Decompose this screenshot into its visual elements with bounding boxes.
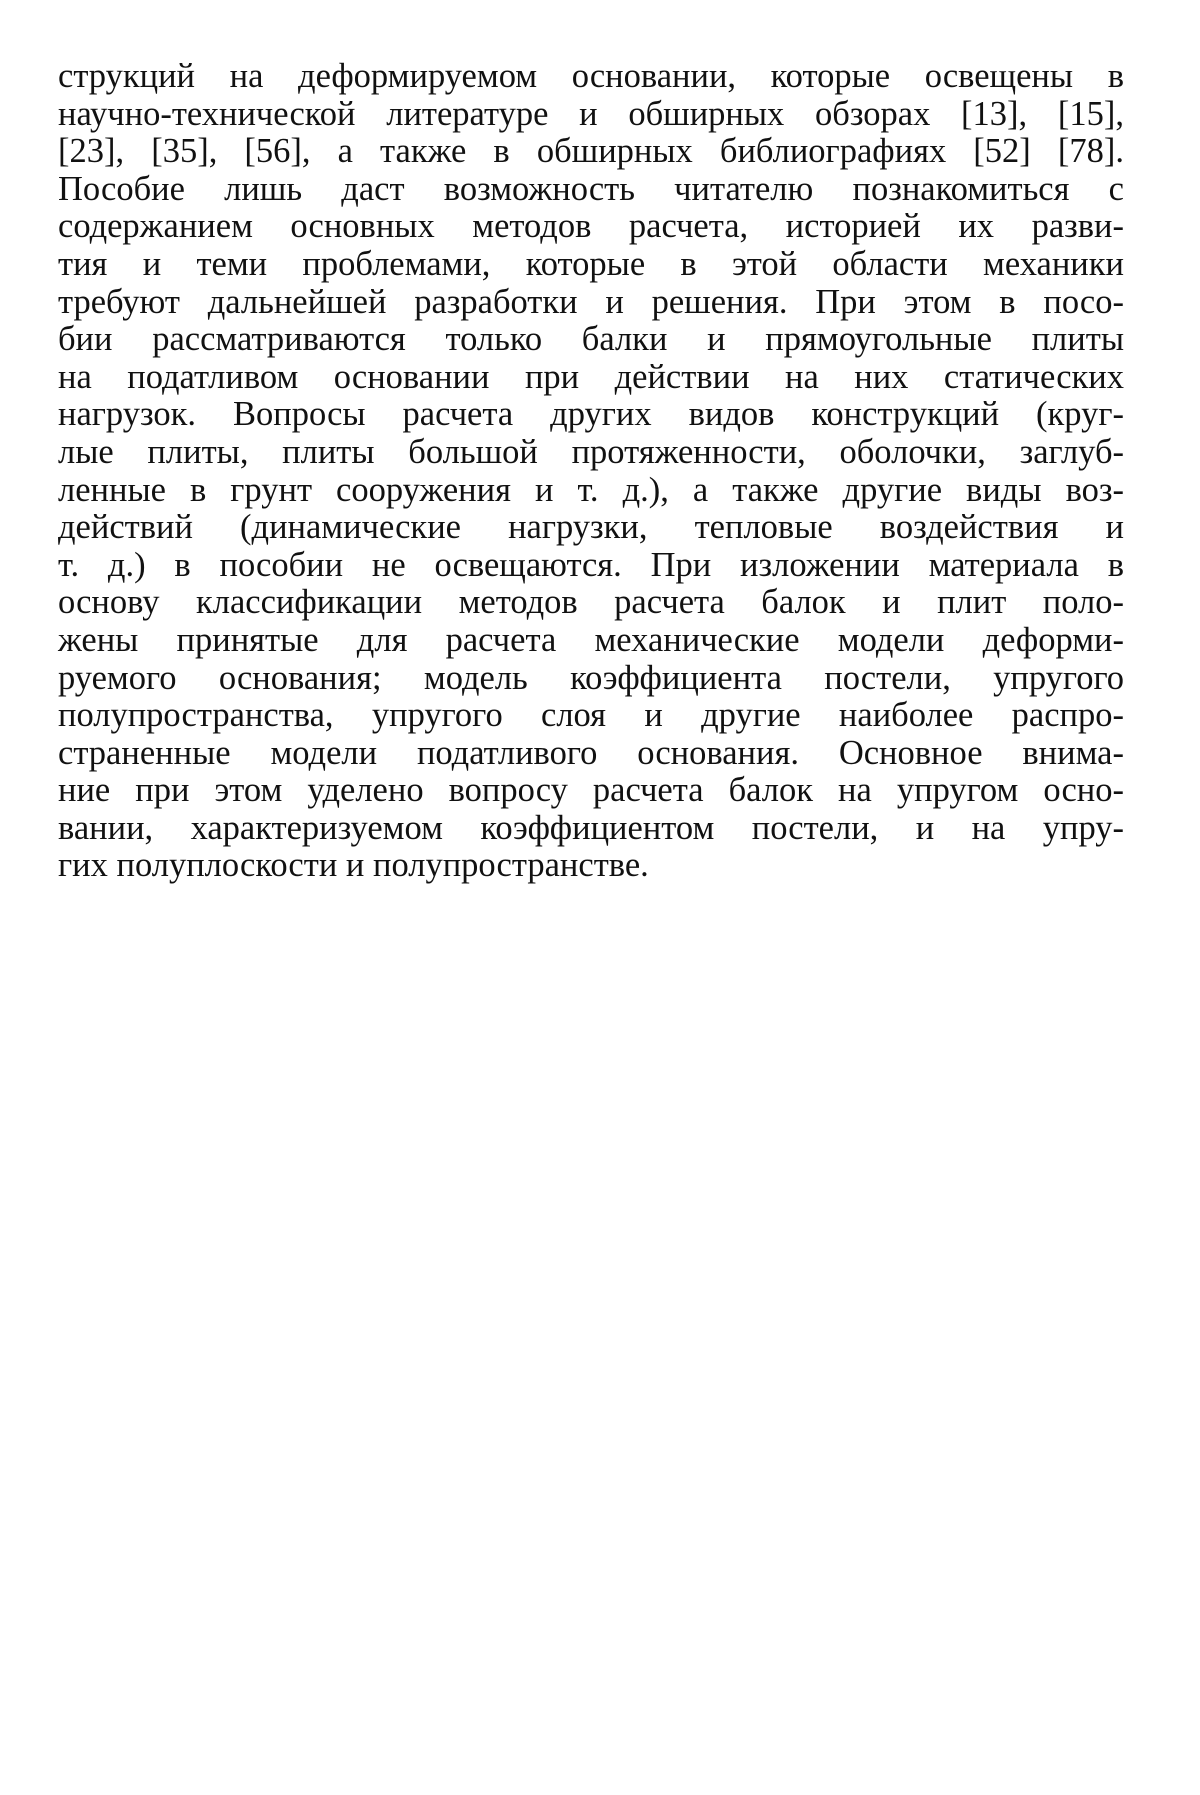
text-line: жены принятые для расчета механические модели деформи- (58, 620, 1124, 659)
text-line: ленные в грунт сооружения и т. д.), а также другие виды воз- (58, 470, 1124, 509)
text-line: тия и теми проблемами, которые в этой области механики (58, 244, 1124, 283)
text-line: ние при этом уделено вопросу расчета балок на упругом осно- (58, 771, 1124, 810)
text-line: лые плиты, плиты большой протяженности, оболочки, заглуб- (58, 432, 1124, 471)
text-line: на податливом основании при действии на них статических (58, 357, 1124, 396)
text-line: содержанием основных методов расчета, историей их разви- (58, 207, 1124, 246)
text-line: [23], [35], [56], а также в обширных библиографиях [52] [78]. (58, 132, 1124, 171)
text-line: т. д.) в пособии не освещаются. При изложении материала в (58, 545, 1124, 584)
text-line: основу классификации методов расчета балок и плит поло- (58, 583, 1124, 622)
body-paragraph (58, 58, 1124, 885)
text-line: руемого основания; модель коэффициента постели, упругого (58, 658, 1124, 697)
text-line: нагрузок. Вопросы расчета других видов конструкций (круг- (58, 395, 1124, 434)
text-line: вании, характеризуемом коэффициентом постели, и на упру- (58, 808, 1124, 847)
text-line: полупространства, упругого слоя и другие наиболее распро- (58, 696, 1124, 735)
text-line: бии рассматриваются только балки и прямоугольные плиты (58, 320, 1124, 359)
text-line-last: гих полуплоскости и полупространстве. (58, 846, 649, 885)
text-line: действий (динамические нагрузки, тепловые воздействия и (58, 508, 1124, 547)
text-line: страненные модели податливого основания. Основное внима- (58, 733, 1124, 772)
text-line: научно-технической литературе и обширных обзорах [13], [15], (58, 94, 1124, 133)
text-line: струкций на деформируемом основании, которые освещены в (58, 57, 1124, 95)
text-line: Пособие лишь даст возможность читателю познакомиться с (58, 169, 1124, 208)
text-line: требуют дальнейшей разработки и решения. При этом в посо- (58, 282, 1124, 321)
